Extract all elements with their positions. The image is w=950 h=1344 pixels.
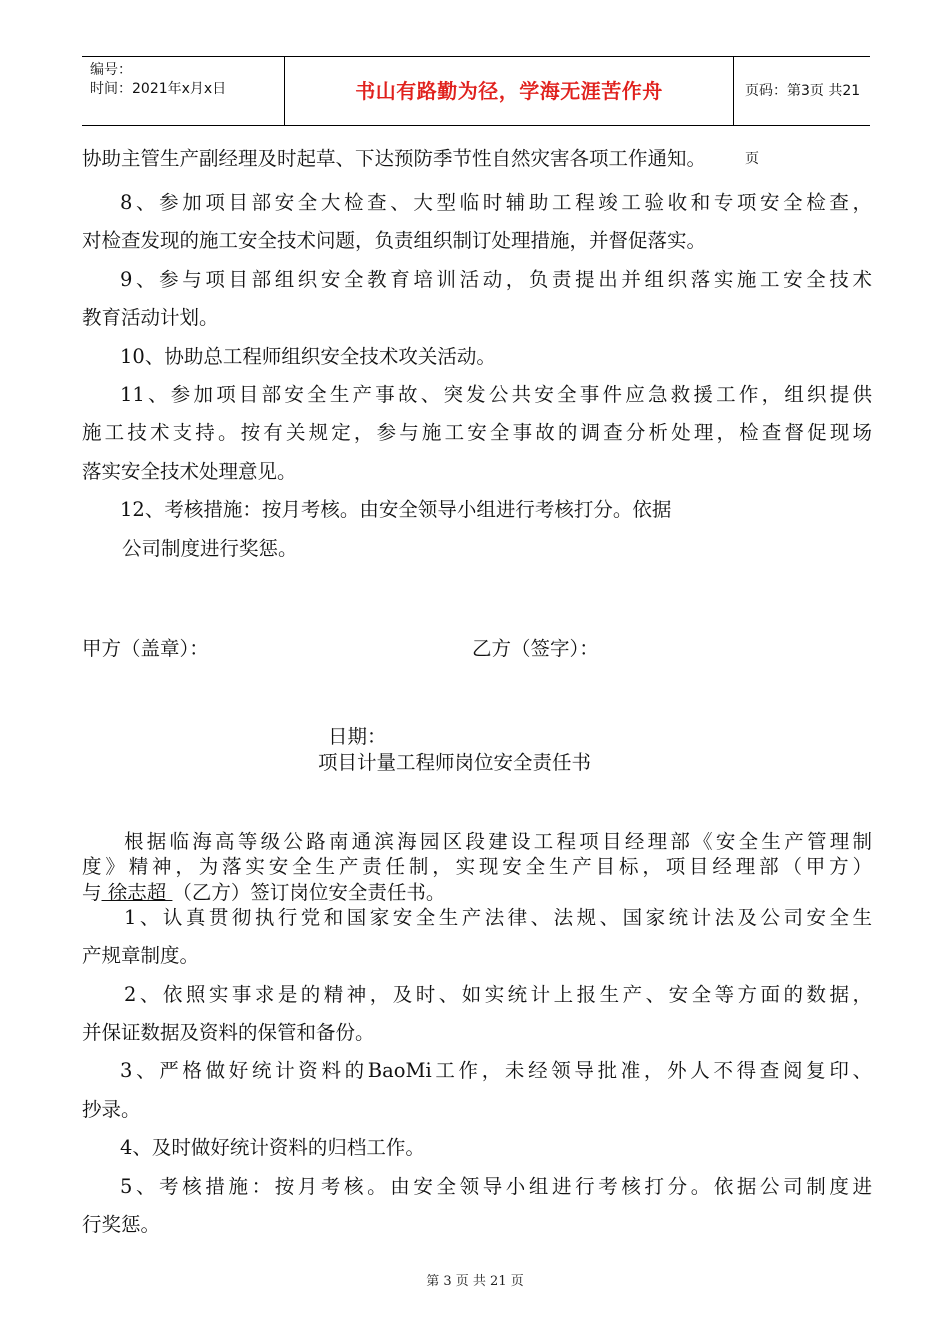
section2-line: 4、及时做好统计资料的归档工作。 bbox=[120, 1136, 425, 1159]
header-page-info: 页码：第3页 共21页 bbox=[745, 83, 861, 167]
header-motto: 书山有路勤为径，学海无涯苦作舟 bbox=[284, 57, 734, 125]
section2-line: 1、认真贯彻执行党和国家安全生产法律、法规、国家统计法及公司安全生 bbox=[124, 906, 872, 929]
section2-line: 行奖惩。 bbox=[82, 1213, 161, 1236]
section1-line: 落实安全技术处理意见。 bbox=[82, 460, 297, 483]
section2-line: 并保证数据及资料的保管和备份。 bbox=[82, 1021, 375, 1044]
intro-line: 度》精神，为落实安全生产责任制，实现安全生产目标，项目经理部（甲方） bbox=[82, 855, 872, 878]
intro-suffix: （乙方）签订岗位安全责任书。 bbox=[172, 881, 446, 904]
document-number-label: 编号： bbox=[90, 62, 132, 78]
section1-line: 11、参加项目部安全生产事故、突发公共安全事件应急救援工作，组织提供 bbox=[120, 383, 872, 406]
section2-line: 2、依照实事求是的精神，及时、如实统计上报生产、安全等方面的数据， bbox=[124, 983, 872, 1006]
section1-line: 10、协助总工程师组织安全技术攻关活动。 bbox=[120, 345, 496, 368]
section2-line: 5、考核措施：按月考核。由安全领导小组进行考核打分。依据公司制度进 bbox=[120, 1175, 872, 1198]
section1-line: 9、参与项目部组织安全教育培训活动，负责提出并组织落实施工安全技术 bbox=[120, 268, 872, 291]
party-b-label: 乙方（签字）： bbox=[472, 637, 599, 660]
document-title: 项目计量工程师岗位安全责任书 bbox=[318, 751, 592, 774]
intro-line bbox=[82, 877, 445, 905]
section1-line: 施工技术支持。按有关规定，参与施工安全事故的调查分析处理，检查督促现场 bbox=[82, 421, 872, 444]
section2-line: 抄录。 bbox=[82, 1098, 141, 1121]
section2-line: 3、严格做好统计资料的BaoMi工作，未经领导批准，外人不得查阅复印、 bbox=[120, 1059, 872, 1082]
header-left-cell bbox=[82, 57, 284, 125]
section2-line: 产规章制度。 bbox=[82, 944, 200, 967]
section1-line: 公司制度进行奖惩。 bbox=[122, 537, 298, 560]
party-b-name: 徐志超 bbox=[101, 881, 173, 904]
document-date-label: 时间：2021年x月x日 bbox=[90, 81, 227, 97]
intro-line: 根据临海高等级公路南通滨海园区段建设工程项目经理部《安全生产管理制 bbox=[124, 830, 872, 853]
section1-line: 对检查发现的施工安全技术问题，负责组织制订处理措施，并督促落实。 bbox=[82, 229, 707, 252]
signature-date-label: 日期： bbox=[328, 725, 387, 748]
page-footer: 第 3 页 共 21 页 bbox=[426, 1274, 524, 1289]
party-a-label: 甲方（盖章）： bbox=[82, 637, 209, 660]
intro-prefix: 与 bbox=[82, 881, 102, 904]
section1-line: 8、参加项目部安全大检查、大型临时辅助工程竣工验收和专项安全检查， bbox=[120, 191, 872, 214]
section1-line: 12、考核措施：按月考核。由安全领导小组进行考核打分。依据 bbox=[120, 498, 672, 521]
section1-line: 协助主管生产副经理及时起草、下达预防季节性自然灾害各项工作通知。 bbox=[82, 147, 707, 170]
section1-line: 教育活动计划。 bbox=[82, 306, 219, 329]
